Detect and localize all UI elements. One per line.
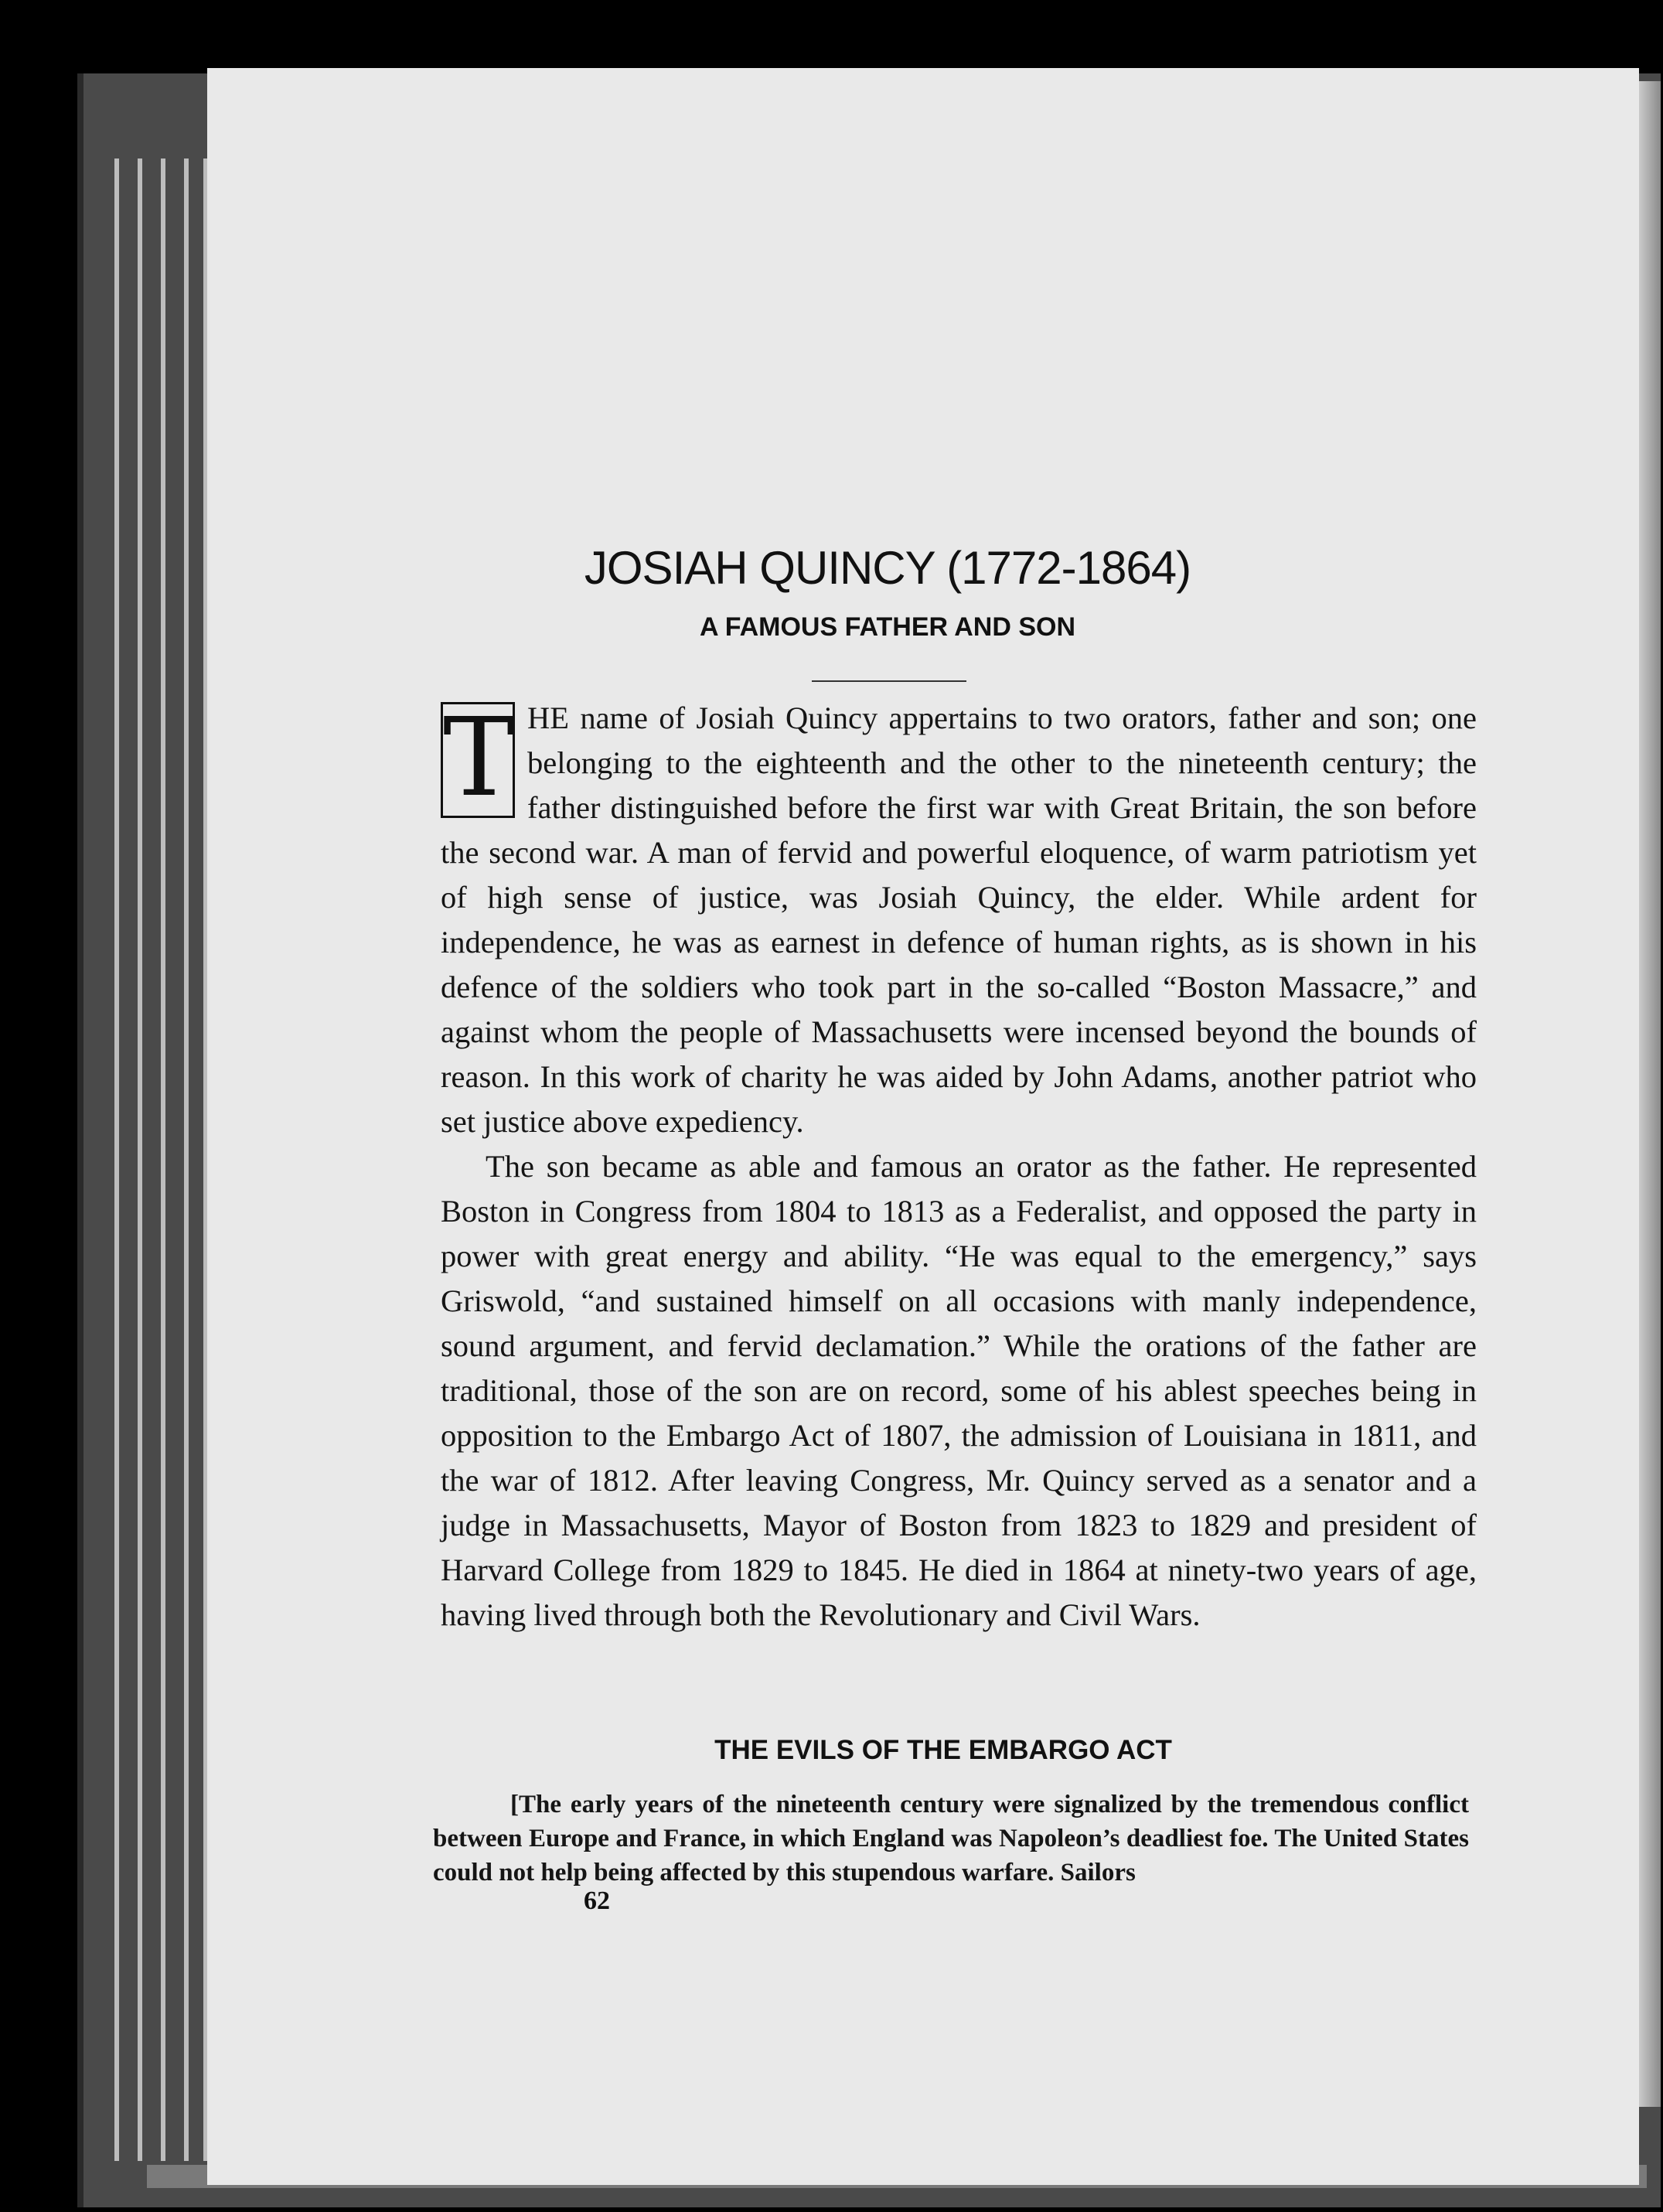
section-intro-text: [The early years of the nineteenth century were signalized by the tremendous conflict between Europe and France, in which England was Napoleon’s deadliest foe. The United States could not help being affected by this stupendous warfare. Sailors <box>433 1791 1469 1887</box>
section-title: THE EVILS OF THE EMBARGO ACT <box>714 1735 1172 1765</box>
page-edge <box>184 158 189 2161</box>
page-edge <box>138 158 142 2161</box>
paragraph-1-text: HE name of Josiah Quincy appertains to two orators, father and son; one belonging to the eighteenth and the other to the nineteenth century; the father distinguished before the first war with Great Britain, the son before the second war. A man of fervid and powerful eloquence, of warm patriotism yet of high sense of justice, was Josiah Quincy, the elder. While ardent for independence, he was as earnest in defence of human rights, as is shown in his defence of the soldiers who took part in the so-called “Boston Massacre,” and against whom the people of Massachusetts were incensed beyond the bounds of reason. In this work of charity he was aided by John Adams, another patriot who set justice above expediency. <box>441 700 1477 1139</box>
book-right-edge <box>1637 81 1661 2107</box>
page-edge <box>114 158 119 2161</box>
section-intro <box>433 1788 1469 1890</box>
paragraph-2: The son became as able and famous an orator as the father. He represented Boston in Congress from 1804 to 1813 as a Federalist, and opposed the party in power with great energy and ability. “He was equal to the emergency,” says Griswold, “and sustained himself on all occasions with manly independence, sound argument, and fervid declamation.” While the orations of the father are traditional, those of the son are on record, some of his ablest speeches being in opposition to the Embargo Act of 1807, the admission of Louisiana in 1811, and the war of 1812. After leaving Congress, Mr. Quincy served as a senator and a judge in Massachusetts, Mayor of Boston from 1823 to 1829 and president of Harvard College from 1829 to 1845. He died in 1864 at ninety-two years of age, having lived through both the Revolutionary and Civil Wars. <box>441 1149 1477 1632</box>
page-number: 62 <box>584 1887 610 1915</box>
paragraph-1 <box>441 696 1477 1144</box>
page-title: JOSIAH QUINCY (1772-1864) <box>584 542 1191 594</box>
article-body <box>441 696 1477 1638</box>
page-edge <box>161 158 165 2161</box>
drop-cap: T <box>441 702 515 818</box>
page-subtitle: A FAMOUS FATHER AND SON <box>699 612 1076 642</box>
title-divider <box>812 680 966 682</box>
